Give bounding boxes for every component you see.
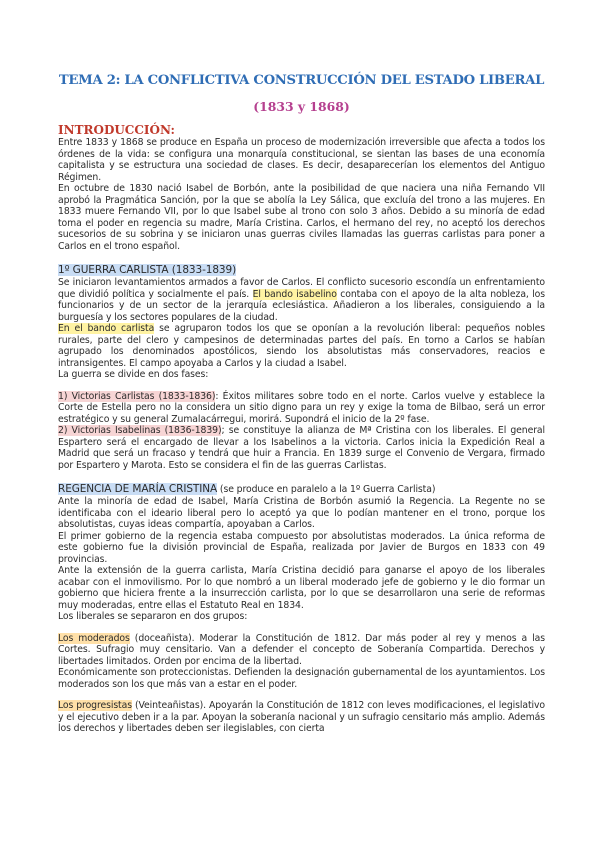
intro-paragraph-2: En octubre de 1830 nació Isabel de Borbón, ante la posibilidad de que naciera una niña Fernando VII aprobó la Pragmática Sanción, por la que se abolía la Ley Sálica, que excluía del trono a las mujeres. En 1833 muere Fernando VII, por lo que Isabel sube al trono con solo 3 años. Debido a su minoría de edad toma el poder en regencia su madre, María Cristina. Carlos, el hermano del rey, no aceptó los derechos sucesorios de su sobrina y se iniciaron unas guerras civiles llamadas las guerras carlistas para poner a Carlos en el trono español. <box>58 183 545 252</box>
regencia-paragraph-2: El primer gobierno de la regencia estaba compuesto por absolutistas moderados. La única reforma de este gobierno fue la división provincial de España, realizada por Javier de Burgos en 1833 con 49 provincias. <box>58 530 545 565</box>
regencia-heading <box>58 483 545 496</box>
progresistas-text: (Veinteañistas). Apoyarán la Constitución de 1812 con leves modificaciones, el legislativo y el ejecutivo deben ir a la par. Apoyan la soberanía nacional y un sufragio censitario más amplio. Además los derechos y libertades deben ser ilegislables, con cierta <box>58 700 545 734</box>
bando-carlista-highlight: En el bando carlista <box>58 323 155 334</box>
guerra-heading <box>58 264 545 277</box>
moderados-text: (doceañista). Moderar la Constitución de 1812. Dar más poder al rey y menos a las Cortes. Sufragio muy censitario. Van a defender el concepto de Soberanía Compartida. Derechos y libertades limitados. Orden por encima de la libertad. <box>58 632 545 667</box>
document-title: TEMA 2: LA CONFLICTIVA CONSTRUCCIÓN DEL ESTADO LIBERAL <box>58 73 545 88</box>
guerra-heading-text: 1º GUERRA CARLISTA (1833-1839) <box>58 264 237 276</box>
fase-1-text: : Éxitos militares sobre todo en el norte. Carlos vuelve y establece la Corte de Estella pero no la considera un sitio digno para un rey y exige la toma de Bilbao, será un error estratégico y su general Zumalacárregui, morirá. Supondrá el inicio de la 2º fase. <box>58 390 545 425</box>
progresistas-highlight: Los progresistas <box>58 700 132 711</box>
intro-paragraph-1: Entre 1833 y 1868 se produce en España un proceso de modernización irreversible que afecta a todos los órdenes de la vida: se configura una monarquía constitucional, se sientan las bases de una economía capitalista y se estructura una sociedad de clases. Es decir, desaparecerían los elementos del Antiguo Régimen. <box>58 137 545 183</box>
guerra-paragraph-1 <box>58 277 545 323</box>
fase-1-highlight: 1) Victorias Carlistas (1833-1836) <box>58 390 216 402</box>
fase-2-text: ; se constituye la alianza de Mª Cristina con los liberales. El general Espartero será el encargado de llevar a los Isabelinos a la victoria. Carlos inicia la Expedición Real a Madrid que será un fracaso y tendrá que huir a Francia. En 1839 surge el Convenio de Vergara, firmado por Espartero y Marota. Esto se considera el fin de las guerras Carlistas. <box>58 425 546 471</box>
regencia-paragraph-4: Los liberales se separaron en dos grupos: <box>58 611 248 622</box>
bando-isabelino-highlight: El bando isabelino <box>252 288 337 300</box>
fase-1-paragraph <box>58 391 545 426</box>
regencia-heading-text: REGENCIA DE MARÍA CRISTINA <box>58 483 218 495</box>
intro-heading: INTRODUCCIÓN: <box>58 123 175 137</box>
guerra-paragraph-2 <box>58 323 545 369</box>
moderados-paragraph-2: Económicamente son proteccionistas. Defienden la designación gubernamental de los ayuntamientos. Los moderados son los que más van a estar en el poder. <box>58 667 545 690</box>
guerra-p2-text: se agruparon todos los que se oponían a la revolución liberal: pequeños nobles rurales, parte del clero y campesinos de determinadas partes del país. En torno a Carlos se habían agrupado los denominados apostólicos, siendo los absolutistas más conservadores, reacios e intransigentes. El campo apoyaba a Carlos y la ciudad a Isabel. <box>58 323 545 369</box>
moderados-paragraph <box>58 633 545 668</box>
guerra-paragraph-3: La guerra se divide en dos fases: <box>58 369 209 380</box>
guerra-p1-text-b: contaba con el apoyo de la alta nobleza, los funcionarios y de un sector de la jerarquía eclesiástica. Añadieron a los liberales, consiguiendo a la burguesía y los sectores populares de la ciudad. <box>58 288 545 323</box>
document-subtitle: (1833 y 1868) <box>253 99 350 114</box>
fase-2-paragraph <box>58 425 545 471</box>
guerra-p1-text-a: Se iniciaron levantamientos armados a favor de Carlos. El conflicto sucesorio escondía un enfrentamiento que dividió política y socialmente el país. <box>58 277 545 300</box>
regencia-paragraph-1: Ante la minoría de edad de Isabel, María Cristina de Borbón asumió la Regencia. La Regente no se identificaba con el ideario liberal pero lo aceptó ya que lo podían mantener en el trono, porque los absolutistas, cuyas ideas compartía, apoyaban a Carlos. <box>58 496 545 530</box>
progresistas-paragraph <box>58 700 545 735</box>
fase-2-highlight: 2) Victorias Isabelinas (1836-1839) <box>58 425 222 436</box>
regencia-paragraph-3: Ante la extensión de la guerra carlista, María Cristina decidió para ganarse el apoyo de los liberales acabar con el inmovilismo. Por lo que nombró a un liberal moderado jefe de gobierno y le dio formar un gobierno que hiciera frente a la insurrección carlista, por lo que se desarrollaron una serie de reformas muy moderadas, entre ellas el Estatuto Real en 1834. <box>58 565 545 611</box>
document-page <box>58 72 545 735</box>
regencia-heading-note: (se produce en paralelo a la 1º Guerra Carlista) <box>217 484 436 495</box>
moderados-highlight: Los moderados <box>58 632 130 644</box>
